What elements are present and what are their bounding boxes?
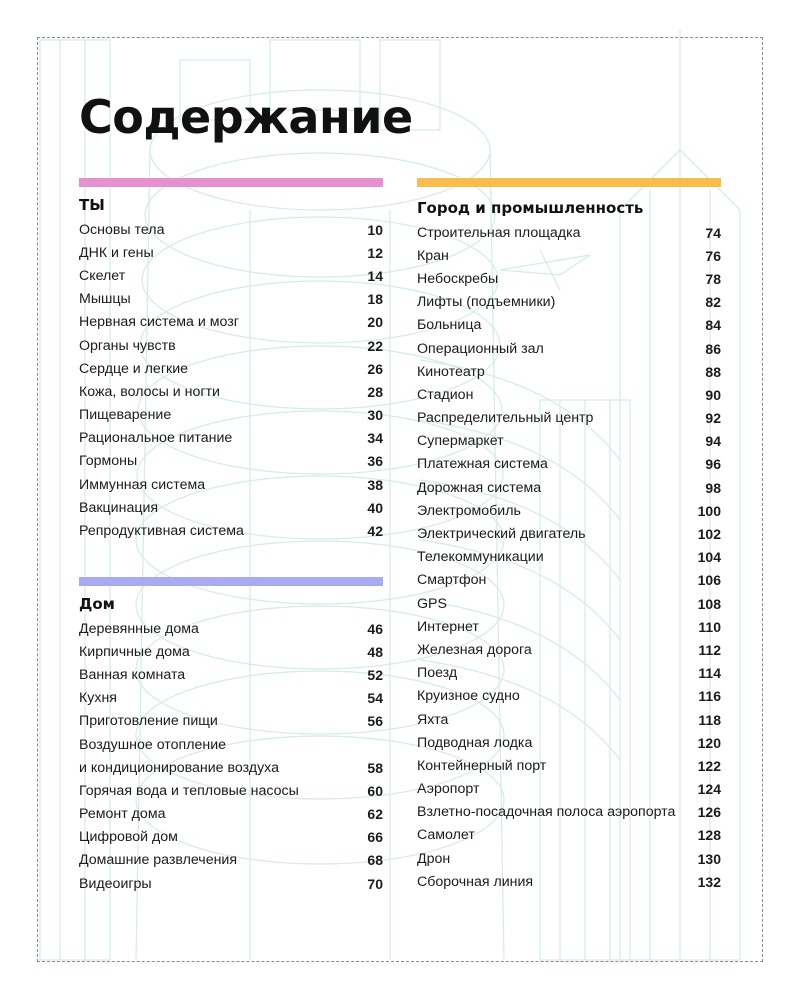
- toc-entry-label: Деревянные дома: [79, 620, 199, 637]
- section-home-title: Дом: [79, 595, 115, 613]
- toc-entry[interactable]: [79, 496, 383, 519]
- toc-entry-label: Подводная лодка: [417, 734, 533, 751]
- toc-entry[interactable]: [417, 638, 721, 661]
- toc-entry[interactable]: [417, 407, 721, 430]
- toc-entry-label: Электромобиль: [417, 502, 521, 519]
- toc-entry-page: 88: [705, 363, 721, 380]
- toc-entry-page: 102: [697, 526, 721, 543]
- toc-entry[interactable]: [79, 779, 383, 802]
- toc-entry-label: Кран: [417, 247, 449, 264]
- section-you-title: ТЫ: [79, 196, 105, 214]
- toc-entry-label: Аэропорт: [417, 781, 480, 798]
- toc-entry[interactable]: [79, 311, 383, 334]
- toc-entry[interactable]: [79, 334, 383, 357]
- toc-entry-label: Рациональное питание: [79, 430, 233, 447]
- toc-entry-label: Телекоммуникации: [417, 549, 544, 566]
- toc-entry-label: Распределительный центр: [417, 410, 594, 427]
- toc-entry[interactable]: [417, 824, 721, 847]
- toc-entry-page: 96: [705, 456, 721, 473]
- toc-entry-page: 116: [698, 688, 721, 705]
- toc-entry-page: 92: [705, 410, 721, 427]
- section-home-color-bar: [79, 577, 383, 586]
- toc-entry[interactable]: [79, 710, 383, 733]
- toc-entry-label: Иммунная система: [79, 476, 206, 493]
- toc-entry-page: 76: [705, 247, 721, 264]
- toc-entry-page: 66: [367, 829, 383, 846]
- toc-entry[interactable]: [417, 430, 721, 453]
- toc-entry[interactable]: [79, 756, 383, 779]
- toc-entry-label: Операционный зал: [417, 340, 544, 357]
- toc-entry[interactable]: [79, 803, 383, 826]
- toc-entry-label: Цифровой дом: [79, 829, 178, 846]
- toc-entry[interactable]: [417, 870, 721, 893]
- toc-entry-label: Платежная система: [417, 456, 548, 473]
- toc-entry-label: GPS: [417, 595, 447, 612]
- toc-entry[interactable]: [79, 663, 383, 686]
- toc-entry-page: 106: [697, 572, 721, 589]
- toc-entry-label: Сборочная линия: [417, 873, 534, 890]
- toc-entry[interactable]: [79, 357, 383, 380]
- toc-entry-page: 38: [367, 476, 383, 493]
- toc-entry[interactable]: [79, 404, 383, 427]
- toc-entry[interactable]: [79, 687, 383, 710]
- toc-entry[interactable]: [79, 640, 383, 663]
- toc-entry[interactable]: [79, 450, 383, 473]
- toc-entry[interactable]: [79, 241, 383, 264]
- toc-entry-page: 58: [367, 759, 383, 776]
- toc-entry-label: Строительная площадка: [417, 224, 581, 241]
- toc-entry[interactable]: [79, 872, 383, 895]
- toc-entry-page: 30: [367, 407, 383, 424]
- toc-entry-page: 70: [367, 875, 383, 892]
- toc-entry[interactable]: [417, 662, 721, 685]
- toc-entry[interactable]: [417, 731, 721, 754]
- toc-entry[interactable]: [79, 380, 383, 403]
- toc-entry-label: Кожа, волосы и ногти: [79, 383, 220, 400]
- section-you-list: [79, 218, 383, 543]
- toc-entry[interactable]: [417, 615, 721, 638]
- toc-entry-label: Гормоны: [79, 453, 138, 470]
- toc-entry-page: 46: [367, 620, 383, 637]
- section-city-list: [417, 221, 721, 893]
- toc-entry-label: ДНК и гены: [79, 244, 154, 261]
- toc-entry-page: 132: [697, 873, 721, 890]
- toc-entry-label: Сердце и легкие: [79, 360, 189, 377]
- toc-entry[interactable]: [79, 473, 383, 496]
- toc-entry[interactable]: [417, 291, 721, 314]
- toc-entry-label: Небоскребы: [417, 270, 499, 287]
- toc-entry-label: Мышцы: [79, 291, 131, 308]
- section-you-color-bar: [79, 178, 383, 187]
- toc-entry-page: 112: [698, 641, 721, 658]
- toc-entry[interactable]: [79, 519, 383, 542]
- toc-entry-page: 100: [697, 502, 721, 519]
- toc-entry-page: 56: [367, 713, 383, 730]
- toc-entry[interactable]: [417, 754, 721, 777]
- toc-entry-label: Скелет: [79, 267, 126, 284]
- toc-entry-page: 74: [705, 224, 721, 241]
- toc-entry[interactable]: [79, 427, 383, 450]
- toc-entry[interactable]: [417, 708, 721, 731]
- toc-entry-page: 10: [367, 221, 383, 238]
- toc-entry-label: Воздушное отопление: [79, 736, 227, 753]
- toc-entry-page: 122: [697, 757, 721, 774]
- toc-entry[interactable]: [79, 264, 383, 287]
- toc-entry[interactable]: [79, 733, 383, 756]
- toc-entry-page: 126: [697, 804, 721, 821]
- toc-entry-label: Лифты (подъемники): [417, 294, 556, 311]
- toc-entry-label: Поезд: [417, 665, 458, 682]
- toc-entry[interactable]: [417, 244, 721, 267]
- toc-entry-label: Больница: [417, 317, 482, 334]
- toc-entry-label: Контейнерный порт: [417, 757, 547, 774]
- toc-entry[interactable]: [417, 569, 721, 592]
- toc-entry-page: 18: [367, 291, 383, 308]
- toc-entry-page: 28: [367, 383, 383, 400]
- toc-entry-label: Кинотеатр: [417, 363, 485, 380]
- toc-entry-page: 22: [367, 337, 383, 354]
- toc-entry-label: Круизное судно: [417, 688, 520, 705]
- section-city-color-bar: [417, 178, 721, 187]
- toc-entry-page: 40: [367, 499, 383, 516]
- toc-entry-label: Смартфон: [417, 572, 487, 589]
- section-city-title: Город и промышленность: [417, 199, 644, 217]
- toc-entry[interactable]: [417, 453, 721, 476]
- toc-entry-label: Ремонт дома: [79, 806, 166, 823]
- toc-entry-page: 90: [705, 386, 721, 403]
- toc-entry[interactable]: [417, 314, 721, 337]
- toc-entry-label: Органы чувств: [79, 337, 176, 354]
- toc-entry-page: 98: [705, 479, 721, 496]
- toc-entry-label: Взлетно-посадочная полоса аэропорта: [417, 804, 676, 821]
- toc-entry-page: 128: [697, 827, 721, 844]
- toc-entry[interactable]: [79, 849, 383, 872]
- toc-entry[interactable]: [417, 221, 721, 244]
- toc-entry-label: Самолет: [417, 827, 475, 844]
- toc-entry-page: 114: [698, 665, 721, 682]
- toc-entry-page: 26: [367, 360, 383, 377]
- toc-entry-label: Домашние развлечения: [79, 852, 238, 869]
- toc-entry-page: 42: [367, 523, 383, 540]
- toc-entry[interactable]: [417, 337, 721, 360]
- toc-entry[interactable]: [417, 685, 721, 708]
- toc-entry[interactable]: [79, 218, 383, 241]
- toc-entry-label: и кондиционирование воздуха: [79, 759, 280, 776]
- toc-entry-label: Кирпичные дома: [79, 643, 190, 660]
- toc-entry-page: 84: [705, 317, 721, 334]
- toc-entry-label: Яхта: [417, 711, 449, 728]
- toc-entry-page: 86: [705, 340, 721, 357]
- page-title: Содержание: [79, 90, 413, 144]
- toc-entry-page: 108: [697, 595, 721, 612]
- toc-entry-label: Пищеварение: [79, 407, 172, 424]
- toc-entry[interactable]: [79, 617, 383, 640]
- toc-entry[interactable]: [417, 383, 721, 406]
- toc-entry-page: 130: [697, 850, 721, 867]
- toc-entry[interactable]: [417, 801, 721, 824]
- toc-entry-label: Горячая вода и тепловые насосы: [79, 782, 299, 799]
- toc-entry-page: 52: [367, 666, 383, 683]
- toc-entry-page: 14: [367, 267, 383, 284]
- toc-entry-page: 12: [367, 244, 383, 261]
- toc-entry-label: Супермаркет: [417, 433, 504, 450]
- toc-entry-label: Нервная система и мозг: [79, 314, 239, 331]
- toc-entry-page: 54: [367, 690, 383, 707]
- toc-entry-page: 68: [367, 852, 383, 869]
- toc-entry-page: 48: [367, 643, 383, 660]
- section-home-list: [79, 617, 383, 895]
- toc-entry-label: Основы тела: [79, 221, 165, 238]
- section-you: [79, 178, 383, 543]
- toc-entry[interactable]: [417, 360, 721, 383]
- section-home: [79, 577, 383, 895]
- toc-entry-page: 62: [367, 806, 383, 823]
- toc-entry-page: 124: [697, 781, 721, 798]
- toc-entry-page: 60: [367, 782, 383, 799]
- toc-entry-label: Видеоигры: [79, 875, 152, 892]
- toc-entry-page: 120: [697, 734, 721, 751]
- toc-entry[interactable]: [417, 546, 721, 569]
- toc-entry-label: Железная дорога: [417, 641, 532, 658]
- toc-entry-label: Приготовление пищи: [79, 713, 218, 730]
- toc-entry-page: 118: [698, 711, 721, 728]
- toc-entry-page: 104: [697, 549, 721, 566]
- toc-entry[interactable]: [417, 847, 721, 870]
- toc-entry[interactable]: [417, 592, 721, 615]
- toc-entry[interactable]: [417, 778, 721, 801]
- toc-entry-label: Вакцинация: [79, 499, 159, 516]
- toc-entry-label: Дорожная система: [417, 479, 542, 496]
- toc-entry-page: 78: [705, 270, 721, 287]
- toc-entry[interactable]: [417, 476, 721, 499]
- toc-entry[interactable]: [417, 522, 721, 545]
- toc-entry[interactable]: [417, 499, 721, 522]
- toc-entry-page: 82: [705, 294, 721, 311]
- toc-entry[interactable]: [417, 267, 721, 290]
- toc-entry-label: Дрон: [417, 850, 451, 867]
- toc-entry-page: 36: [367, 453, 383, 470]
- toc-entry-page: 110: [698, 618, 721, 635]
- toc-entry-page: 20: [367, 314, 383, 331]
- toc-entry[interactable]: [79, 288, 383, 311]
- toc-entry-label: Ванная комната: [79, 666, 186, 683]
- toc-entry-label: Интернет: [417, 618, 479, 635]
- toc-entry-label: Кухня: [79, 690, 117, 707]
- toc-entry-page: 34: [367, 430, 383, 447]
- toc-entry-label: Электрический двигатель: [417, 526, 586, 543]
- toc-entry-page: 94: [705, 433, 721, 450]
- toc-entry[interactable]: [79, 826, 383, 849]
- section-city: [417, 178, 721, 893]
- toc-entry-label: Репродуктивная система: [79, 523, 244, 540]
- toc-entry-label: Стадион: [417, 386, 474, 403]
